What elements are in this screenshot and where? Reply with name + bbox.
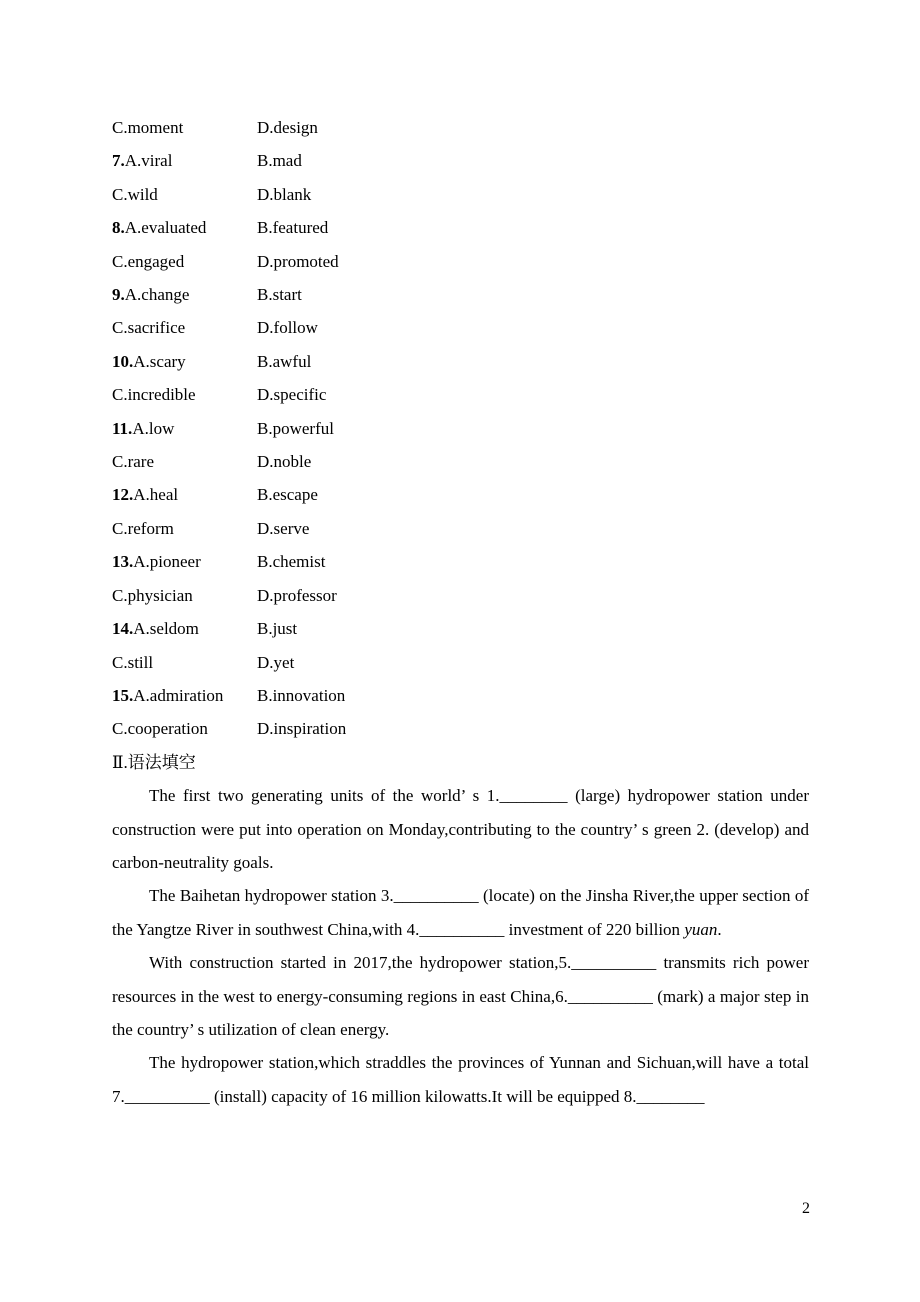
option-text: C.reform: [112, 518, 174, 538]
option-text: A.heal: [133, 485, 179, 505]
option-cell-left: [112, 545, 257, 578]
option-row: [112, 579, 809, 612]
option-text: C.incredible: [112, 385, 196, 405]
option-text: A.viral: [124, 151, 173, 171]
option-text: C.wild: [112, 184, 158, 204]
option-cell-left: [112, 445, 257, 478]
option-cell-left: [112, 579, 257, 612]
option-row: [112, 245, 809, 278]
option-cell-right: D.follow: [257, 318, 318, 338]
option-cell-left: [112, 245, 257, 278]
option-cell-right: B.start: [257, 285, 302, 305]
option-cell-left: [112, 679, 257, 712]
option-cell-left: [112, 345, 257, 378]
option-cell-left: [112, 144, 257, 177]
option-cell-left: [112, 178, 257, 211]
question-number: 7.: [112, 151, 125, 171]
option-row: [112, 679, 809, 712]
grammar-paragraph-4: The hydropower station,which straddles the provinces of Yunnan and Sichuan,will have a total 7.__________ (install) capacity of 16 million kilowatts.It will be equipped 8.________: [112, 1053, 809, 1106]
option-row: [112, 311, 809, 344]
option-cell-left: [112, 512, 257, 545]
option-row: [112, 512, 809, 545]
option-cell-left: [112, 111, 257, 144]
option-text: C.moment: [112, 118, 184, 137]
grammar-paragraph-2: [112, 879, 809, 946]
question-number: 15.: [112, 685, 134, 705]
option-row: [112, 412, 809, 445]
option-cell-left: [112, 412, 257, 445]
paragraph-2-text: The Baihetan hydropower station 3.__________ (locate) on the Jinsha River,the upper section of the Yangtze River in southwest China,with 4.__________ investment of 220 billion: [112, 886, 809, 939]
option-text: C.cooperation: [112, 719, 208, 739]
option-row: [112, 545, 809, 578]
option-row: [112, 378, 809, 411]
option-text: C.physician: [112, 585, 193, 605]
grammar-paragraph-3: With construction started in 2017,the hydropower station,5.__________ transmits rich power resources in the west to energy-consuming regions in east China,6.__________ (mark) a major step in the country’ s utilization of clean energy.: [112, 953, 809, 1039]
option-row: [112, 111, 809, 144]
option-text: C.still: [112, 652, 154, 672]
option-cell-left: [112, 612, 257, 645]
option-row: [112, 478, 809, 511]
option-cell-right: B.escape: [257, 485, 318, 505]
question-number: 8.: [112, 218, 125, 238]
option-cell-left: [112, 211, 257, 244]
option-row: [112, 211, 809, 244]
question-number: 12.: [112, 485, 134, 505]
question-number: 14.: [112, 619, 134, 639]
option-cell-right: D.yet: [257, 652, 295, 672]
option-text: A.evaluated: [124, 218, 207, 238]
option-row: [112, 712, 809, 745]
option-cell-left: [112, 478, 257, 511]
option-cell-left: [112, 311, 257, 344]
option-text: A.scary: [133, 351, 186, 371]
option-cell-left: [112, 712, 257, 745]
italic-word-yuan: yuan: [684, 919, 718, 939]
option-row: [112, 345, 809, 378]
question-number: 10.: [112, 351, 134, 371]
option-cell-left: [112, 378, 257, 411]
option-cell-right: D.inspiration: [257, 719, 347, 739]
option-text: A.admiration: [133, 685, 224, 705]
option-cell-right: B.innovation: [257, 685, 346, 705]
option-cell-left: [112, 646, 257, 679]
option-cell-right: D.specific: [257, 385, 327, 405]
option-row: [112, 278, 809, 311]
page-number: 2: [802, 1200, 810, 1217]
paragraph-2-period: .: [717, 919, 722, 939]
option-cell-right: B.chemist: [257, 552, 326, 572]
option-text: C.rare: [112, 452, 155, 472]
option-row: [112, 144, 809, 177]
option-cell-right: B.mad: [257, 151, 302, 171]
option-text: A.seldom: [133, 619, 199, 639]
question-number: 13.: [112, 552, 134, 572]
option-text: A.pioneer: [133, 552, 201, 572]
option-text: A.low: [132, 418, 175, 438]
option-row: [112, 445, 809, 478]
grammar-section-heading: Ⅱ.语法填空: [112, 752, 196, 772]
option-text: C.sacrifice: [112, 318, 186, 338]
option-cell-right: B.featured: [257, 218, 329, 238]
document-content: [112, 111, 809, 1113]
option-cell-right: D.professor: [257, 585, 337, 605]
option-text: C.engaged: [112, 251, 185, 271]
option-row: [112, 612, 809, 645]
option-text: A.change: [124, 285, 190, 305]
option-cell-right: B.powerful: [257, 418, 334, 438]
option-cell-right: D.design: [257, 118, 318, 137]
option-cell-right: D.promoted: [257, 251, 339, 271]
option-row: [112, 646, 809, 679]
grammar-paragraph-1: The first two generating units of the world’ s 1.________ (large) hydropower station under construction were put into operation on Monday,contributing to the country’ s green 2. (develop) and carbon-neutrality goals.: [112, 786, 809, 872]
option-cell-right: B.awful: [257, 351, 312, 371]
question-number: 9.: [112, 285, 125, 305]
multiple-choice-options: [112, 111, 809, 746]
option-cell-left: [112, 278, 257, 311]
option-row: [112, 178, 809, 211]
option-cell-right: D.serve: [257, 518, 310, 538]
option-cell-right: B.just: [257, 619, 298, 639]
question-number: 11.: [112, 418, 133, 438]
option-cell-right: D.noble: [257, 452, 312, 472]
option-cell-right: D.blank: [257, 184, 312, 204]
